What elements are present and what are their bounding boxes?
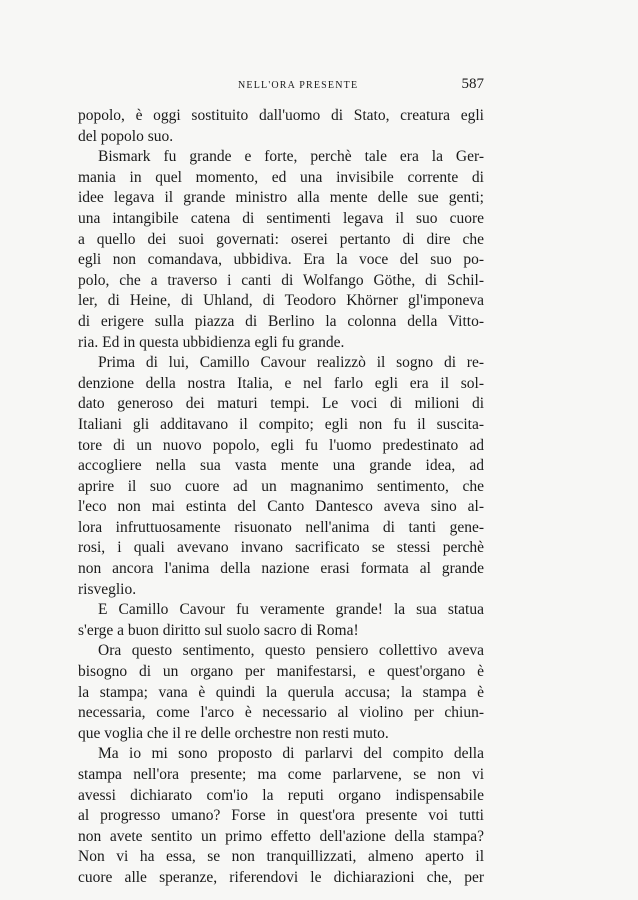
text-line: Ma io mi sono proposto di parlarvi del compito della (98, 745, 484, 763)
text-line: del popolo suo. (78, 127, 174, 145)
text-line: la stampa; vana è quindi la querula accusa; la stampa è (78, 683, 484, 701)
text-line: mania in quel momento, ed una invisibile corrente di (78, 168, 484, 186)
text-line: Bismark fu grande e forte, perchè tale era la Ger- (98, 148, 484, 166)
text-line: ler, di Heine, di Uhland, di Teodoro Khörner gl'imponeva (78, 292, 484, 310)
text-line: polo, che a traverso i canti di Wolfango Göthe, di Schil- (78, 271, 484, 289)
text-line: non ancora l'anima della nazione erasi formata al grande (78, 560, 484, 578)
text-line: E Camillo Cavour fu veramente grande! la sua statua (98, 601, 484, 619)
text-line: Non vi ha essa, se non tranquillizzati, almeno aperto il (78, 848, 484, 866)
text-line: denzione della nostra Italia, e nel farlo egli era il sol- (78, 374, 484, 392)
text-line: egli non comandava, ubbidiva. Era la voce del suo po- (78, 251, 484, 269)
text-line: que voglia che il re delle orchestre non resti muto. (78, 724, 389, 742)
text-line: popolo, è oggi sostituito dall'uomo di Stato, creatura egli (78, 107, 484, 124)
running-title: NELL'ORA PRESENTE (238, 80, 359, 91)
text-line: stampa nell'ora presente; ma come parlarvene, se non vi (78, 766, 484, 783)
text-line: s'erge a buon diritto sul suolo sacro di Roma! (78, 621, 359, 639)
text-line: ria. Ed in questa ubbidienza egli fu grande. (78, 333, 345, 351)
text-line: aprire il suo cuore ad un magnanimo sentimento, che (78, 477, 484, 495)
text-line: avessi dichiarato com'io la reputi organo indispensabile (78, 786, 484, 804)
text-line: bisogno di un organo per manifestarsi, e quest'organo è (78, 663, 484, 681)
text-line: idee legava il grande ministro alla mente delle sue genti; (78, 189, 484, 207)
text-line: Prima di lui, Camillo Cavour realizzò il sogno di re- (98, 354, 484, 372)
text-line: al progresso umano? Forse in quest'ora presente voi tutti (78, 807, 484, 825)
text-line: rosi, i quali avevano invano sacrificato se stessi perchè (78, 539, 484, 557)
text-line: una intangibile catena di sentimenti legava il suo cuore (78, 209, 484, 227)
text-line: necessaria, come l'arco è necessario al violino per chiun- (78, 704, 484, 722)
body-text (78, 106, 484, 889)
text-line: a quello dei suoi governati: oserei pertanto di dire che (78, 230, 484, 248)
text-line: risveglio. (78, 580, 137, 598)
text-line: tore di un nuovo popolo, egli fu l'uomo predestinato ad (78, 436, 484, 454)
text-line: Ora questo sentimento, questo pensiero collettivo aveva (98, 642, 484, 660)
text-line: cuore alle speranze, riferendovi le dichiarazioni che, per (78, 868, 484, 886)
page-number: 587 (461, 76, 484, 92)
text-line: di erigere sulla piazza di Berlino la colonna della Vitto- (78, 312, 484, 330)
text-line: accogliere nella sua vasta mente una grande idea, ad (78, 457, 484, 475)
text-line: non avete sentito un primo effetto dell'azione della stampa? (78, 827, 484, 845)
text-line: lora infruttuosamente risuonato nell'anima di tanti gene- (78, 518, 484, 536)
running-header (78, 78, 484, 98)
text-line: dato generoso dei maturi tempi. Le voci di milioni di (78, 395, 484, 413)
text-line: l'eco non mai estinta del Canto Dantesco aveva sino al- (78, 498, 484, 516)
text-line: Italiani gli additavano il compito; egli non fu il suscita- (78, 415, 484, 433)
